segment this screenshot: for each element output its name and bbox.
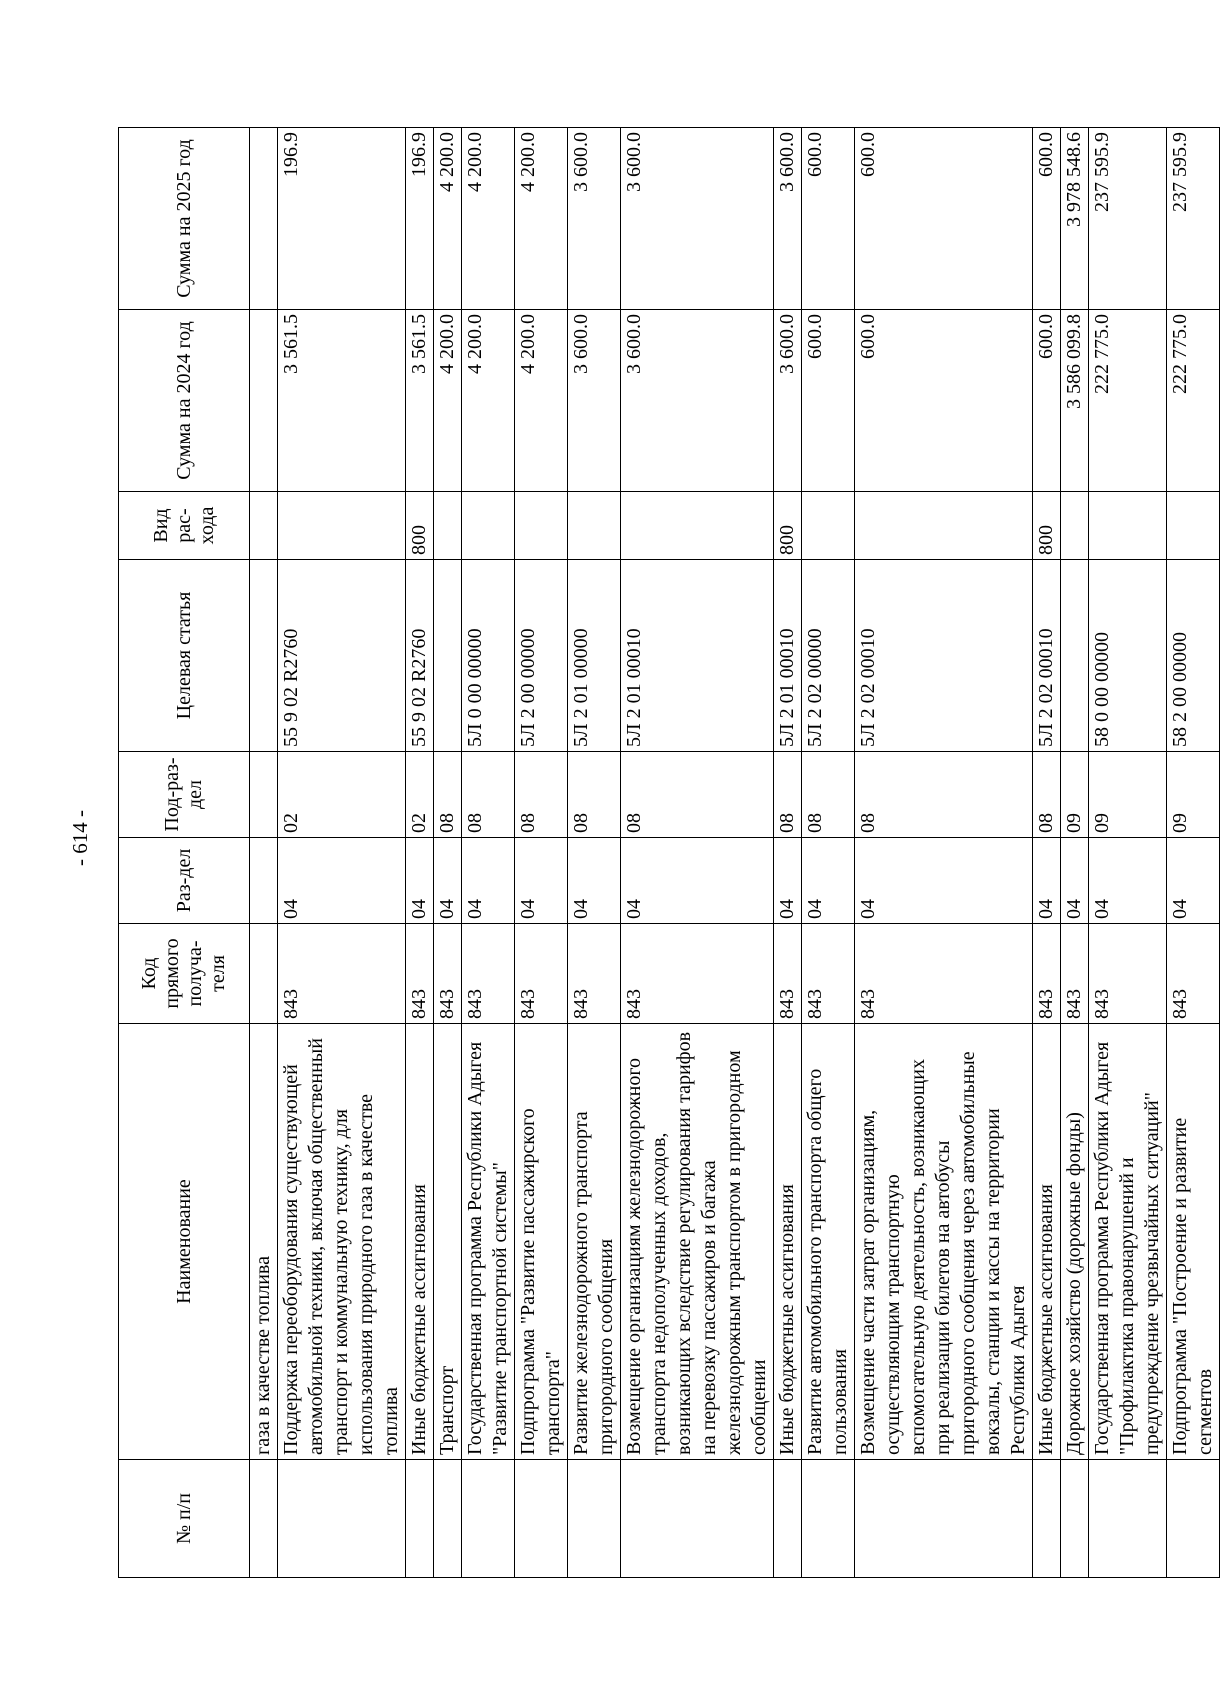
cell-section: 04 <box>1061 838 1089 924</box>
cell-target: 5Л 2 02 00010 <box>1033 560 1061 752</box>
cell-sum-2024: 222 775.0 <box>1167 310 1220 492</box>
cell-sum-2024 <box>250 310 278 492</box>
cell-name: Дорожное хозяйство (дорожные фонды) <box>1061 1024 1089 1460</box>
cell-subsection: 08 <box>1033 752 1061 838</box>
cell-sum-2024: 4 200.0 <box>462 310 515 492</box>
cell-name: Подпрограмма "Построение и развитие сегментов <box>1167 1024 1220 1460</box>
cell-section: 04 <box>855 838 1033 924</box>
cell-expense <box>802 492 855 560</box>
cell-name: Иные бюджетные ассигнования <box>774 1024 802 1460</box>
budget-table-container <box>118 128 1216 1578</box>
cell-target: 58 2 00 00000 <box>1167 560 1220 752</box>
cell-sum-2025 <box>250 128 278 310</box>
cell-sum-2025: 600.0 <box>855 128 1033 310</box>
cell-sum-2025: 600.0 <box>1033 128 1061 310</box>
cell-target: 5Л 2 01 00010 <box>621 560 774 752</box>
cell-expense <box>1167 492 1220 560</box>
cell-name: Возмещение части затрат организациям, осуществляющим транспортную вспомогательную деятельность, возникающих при реализации билетов на автобусы пригородного сообщения через автомобильные вокзалы, станции и кассы на территории Республики Адыгея <box>855 1024 1033 1460</box>
cell-recipient: 843 <box>621 924 774 1024</box>
cell-recipient: 843 <box>278 924 406 1024</box>
header-recipient: Код прямого получа-теля <box>119 924 250 1024</box>
table-row <box>568 128 621 1578</box>
cell-target: 5Л 0 00 00000 <box>462 560 515 752</box>
cell-subsection: 08 <box>621 752 774 838</box>
cell-recipient: 843 <box>1033 924 1061 1024</box>
cell-num <box>1061 1460 1089 1578</box>
table-row <box>802 128 855 1578</box>
cell-recipient: 843 <box>434 924 462 1024</box>
cell-section: 04 <box>515 838 568 924</box>
cell-target: 5Л 2 00 00000 <box>515 560 568 752</box>
header-section: Раз-дел <box>119 838 250 924</box>
cell-num <box>250 1460 278 1578</box>
cell-recipient: 843 <box>774 924 802 1024</box>
cell-recipient: 843 <box>802 924 855 1024</box>
cell-subsection: 09 <box>1089 752 1167 838</box>
cell-sum-2025: 3 600.0 <box>568 128 621 310</box>
cell-num <box>774 1460 802 1578</box>
cell-expense <box>1089 492 1167 560</box>
header-expense: Вид рас-хода <box>119 492 250 560</box>
cell-section: 04 <box>406 838 434 924</box>
cell-section: 04 <box>1167 838 1220 924</box>
cell-recipient: 843 <box>568 924 621 1024</box>
cell-expense <box>621 492 774 560</box>
cell-num <box>434 1460 462 1578</box>
cell-expense: 800 <box>774 492 802 560</box>
table-row <box>1167 128 1220 1578</box>
table-row <box>1061 128 1089 1578</box>
table-row <box>515 128 568 1578</box>
table-row <box>406 128 434 1578</box>
cell-section <box>250 838 278 924</box>
cell-section: 04 <box>1089 838 1167 924</box>
cell-num <box>1033 1460 1061 1578</box>
table-row <box>250 128 278 1578</box>
cell-num <box>621 1460 774 1578</box>
cell-expense <box>278 492 406 560</box>
cell-name: Поддержка переоборудования существующей автомобильной техники, включая общественный транспорт и коммунальную технику, для использования природного газа в качестве топлива <box>278 1024 406 1460</box>
cell-expense <box>568 492 621 560</box>
table-body <box>250 128 1220 1578</box>
cell-sum-2025: 237 595.9 <box>1167 128 1220 310</box>
cell-subsection: 09 <box>1167 752 1220 838</box>
cell-sum-2024: 3 600.0 <box>568 310 621 492</box>
cell-subsection: 08 <box>515 752 568 838</box>
cell-expense <box>434 492 462 560</box>
cell-name: Государственная программа Республики Адыгея "Развитие транспортной системы" <box>462 1024 515 1460</box>
cell-num <box>515 1460 568 1578</box>
cell-recipient: 843 <box>515 924 568 1024</box>
cell-subsection: 08 <box>802 752 855 838</box>
cell-section: 04 <box>1033 838 1061 924</box>
cell-name: Государственная программа Республики Адыгея "Профилактика правонарушений и предупреждение чрезвычайных ситуаций" <box>1089 1024 1167 1460</box>
cell-sum-2025: 196.9 <box>278 128 406 310</box>
cell-section: 04 <box>621 838 774 924</box>
cell-num <box>1089 1460 1167 1578</box>
cell-subsection: 09 <box>1061 752 1089 838</box>
cell-subsection: 08 <box>774 752 802 838</box>
cell-name: Развитие автомобильного транспорта общего пользования <box>802 1024 855 1460</box>
cell-subsection: 08 <box>434 752 462 838</box>
cell-subsection <box>250 752 278 838</box>
cell-name: Развитие железнодорожного транспорта пригородного сообщения <box>568 1024 621 1460</box>
cell-recipient: 843 <box>1089 924 1167 1024</box>
cell-section: 04 <box>774 838 802 924</box>
cell-target: 55 9 02 R2760 <box>406 560 434 752</box>
cell-target: 5Л 2 01 00010 <box>774 560 802 752</box>
cell-section: 04 <box>434 838 462 924</box>
table-row <box>855 128 1033 1578</box>
cell-expense <box>515 492 568 560</box>
cell-recipient: 843 <box>1167 924 1220 1024</box>
cell-expense: 800 <box>1033 492 1061 560</box>
cell-subsection: 08 <box>462 752 515 838</box>
cell-name: газа в качестве топлива <box>250 1024 278 1460</box>
cell-section: 04 <box>278 838 406 924</box>
cell-recipient <box>250 924 278 1024</box>
cell-target: 5Л 2 01 00000 <box>568 560 621 752</box>
cell-target <box>434 560 462 752</box>
cell-target <box>1061 560 1089 752</box>
cell-expense: 800 <box>406 492 434 560</box>
table-row <box>1033 128 1061 1578</box>
cell-name: Иные бюджетные ассигнования <box>1033 1024 1061 1460</box>
cell-section: 04 <box>568 838 621 924</box>
cell-subsection: 08 <box>855 752 1033 838</box>
cell-target: 58 0 00 00000 <box>1089 560 1167 752</box>
cell-sum-2025: 4 200.0 <box>462 128 515 310</box>
header-num: № п/п <box>119 1460 250 1578</box>
cell-sum-2024: 600.0 <box>802 310 855 492</box>
table-row <box>621 128 774 1578</box>
cell-num <box>568 1460 621 1578</box>
cell-subsection: 02 <box>406 752 434 838</box>
cell-sum-2024: 3 586 099.8 <box>1061 310 1089 492</box>
table-row <box>278 128 406 1578</box>
header-sum-2024: Сумма на 2024 год <box>119 310 250 492</box>
cell-subsection: 02 <box>278 752 406 838</box>
cell-sum-2025: 600.0 <box>802 128 855 310</box>
cell-section: 04 <box>462 838 515 924</box>
cell-target: 5Л 2 02 00000 <box>802 560 855 752</box>
cell-expense <box>462 492 515 560</box>
cell-sum-2024: 600.0 <box>855 310 1033 492</box>
cell-sum-2024: 4 200.0 <box>434 310 462 492</box>
cell-sum-2024: 4 200.0 <box>515 310 568 492</box>
cell-sum-2024: 3 561.5 <box>278 310 406 492</box>
cell-recipient: 843 <box>406 924 434 1024</box>
cell-sum-2024: 3 600.0 <box>621 310 774 492</box>
cell-name: Транспорт <box>434 1024 462 1460</box>
cell-num <box>406 1460 434 1578</box>
budget-table <box>118 127 1220 1578</box>
cell-recipient: 843 <box>462 924 515 1024</box>
cell-sum-2024: 3 561.5 <box>406 310 434 492</box>
table-row <box>434 128 462 1578</box>
cell-num <box>462 1460 515 1578</box>
table-row <box>462 128 515 1578</box>
cell-num <box>802 1460 855 1578</box>
table-row <box>1089 128 1167 1578</box>
cell-sum-2025: 196.9 <box>406 128 434 310</box>
cell-name: Подпрограмма "Развитие пассажирского транспорта" <box>515 1024 568 1460</box>
cell-sum-2025: 3 600.0 <box>774 128 802 310</box>
cell-target <box>250 560 278 752</box>
cell-target: 55 9 02 R2760 <box>278 560 406 752</box>
header-name: Наименование <box>119 1024 250 1460</box>
table-header-row <box>119 128 250 1578</box>
cell-sum-2024: 3 600.0 <box>774 310 802 492</box>
header-subsection: Под-раз-дел <box>119 752 250 838</box>
cell-name: Возмещение организациям железнодорожного транспорта недополученных доходов, возникающих вследствие регулирования тарифов на перевозку пассажиров и багажа железнодорожным транспортом в пригородном сообщении <box>621 1024 774 1460</box>
cell-recipient: 843 <box>1061 924 1089 1024</box>
cell-recipient: 843 <box>855 924 1033 1024</box>
cell-subsection: 08 <box>568 752 621 838</box>
header-target: Целевая статья <box>119 560 250 752</box>
cell-sum-2024: 222 775.0 <box>1089 310 1167 492</box>
cell-expense <box>855 492 1033 560</box>
cell-sum-2025: 3 600.0 <box>621 128 774 310</box>
header-sum-2025: Сумма на 2025 год <box>119 128 250 310</box>
cell-sum-2025: 4 200.0 <box>434 128 462 310</box>
cell-name: Иные бюджетные ассигнования <box>406 1024 434 1460</box>
cell-num <box>1167 1460 1220 1578</box>
page-number: - 614 - <box>68 810 92 866</box>
cell-target: 5Л 2 02 00010 <box>855 560 1033 752</box>
cell-sum-2025: 4 200.0 <box>515 128 568 310</box>
cell-num <box>278 1460 406 1578</box>
cell-sum-2025: 237 595.9 <box>1089 128 1167 310</box>
cell-section: 04 <box>802 838 855 924</box>
cell-num <box>855 1460 1033 1578</box>
cell-sum-2024: 600.0 <box>1033 310 1061 492</box>
table-row <box>774 128 802 1578</box>
cell-expense <box>1061 492 1089 560</box>
cell-expense <box>250 492 278 560</box>
cell-sum-2025: 3 978 548.6 <box>1061 128 1089 310</box>
